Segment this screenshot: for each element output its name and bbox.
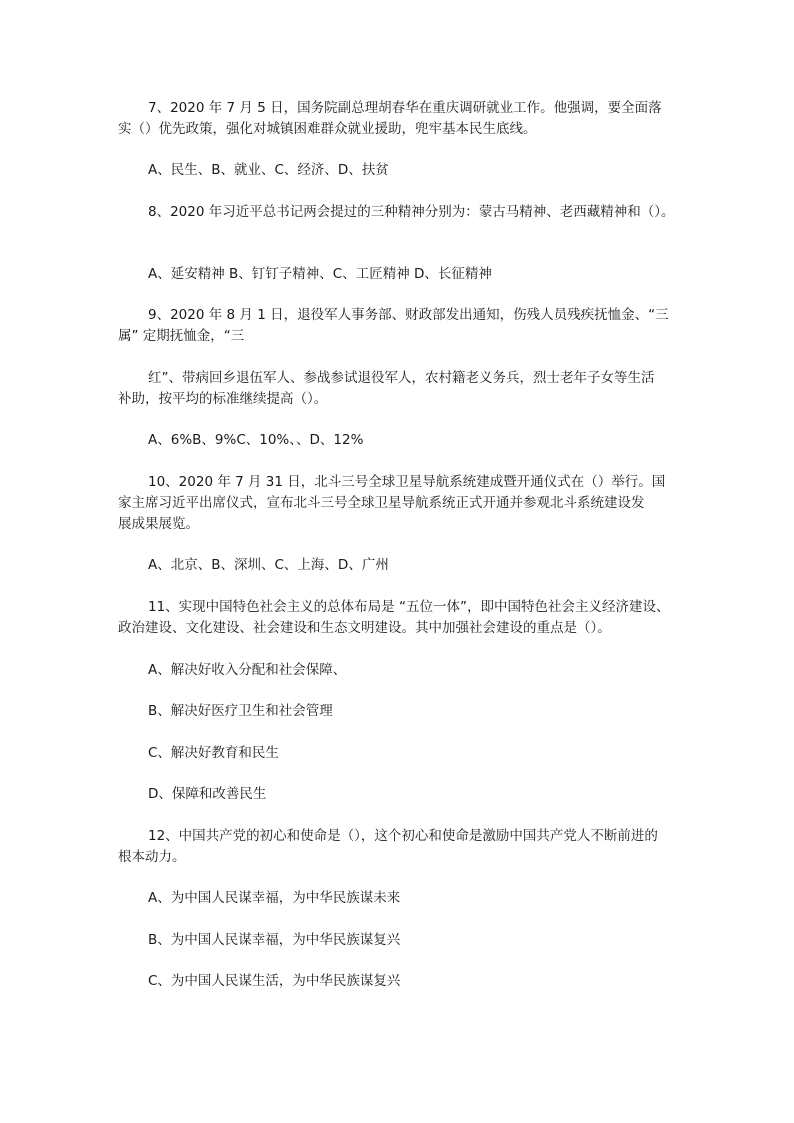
question-10-stem-line-3: 展成果展览。	[118, 516, 199, 532]
question-9-stem-line-2: 属” 定期抚恤金，“三	[118, 328, 245, 344]
question-7-stem-line-2: 实（）优先政策，强化对城镇困难群众就业援助，兜牢基本民生底线。	[118, 121, 537, 137]
question-9-options: A、6%B、9%C、10%、、D、12%	[148, 432, 364, 448]
question-12-stem-line-1: 12、中国共产党的初心和使命是（），这个初心和使命是激励中国共产党人不断前进的	[148, 828, 658, 844]
question-10-options: A、北京、B、深圳、C、上海、D、广州	[148, 557, 389, 573]
question-9-stem-line-1: 9、2020 年 8 月 1 日，退役军人事务部、财政部发出通知，伤残人员残疾抚恤金、“三	[148, 307, 669, 323]
question-7-options: A、民生、B、就业、C、经济、D、扶贫	[148, 162, 389, 178]
question-11-option-c: C、解决好教育和民生	[148, 745, 279, 761]
question-11-stem-line-1: 11、实现中国特色社会主义的总体布局是 “五位一体”，即中国特色社会主义经济建设、	[148, 599, 670, 615]
question-11-option-a: A、解决好收入分配和社会保障、	[148, 662, 347, 678]
question-9-stem-line-3: 红”、带病回乡退伍军人、参战参试退役军人，农村籍老义务兵，烈士老年子女等生活	[148, 370, 655, 386]
question-10-stem-line-1: 10、2020 年 7 月 31 日，北斗三号全球卫星导航系统建成暨开通仪式在（）举行。国	[148, 474, 666, 490]
question-12-stem-line-2: 根本动力。	[118, 849, 186, 865]
question-8-options: A、延安精神 B、钉钉子精神、C、工匠精神 D、长征精神	[148, 266, 492, 282]
question-8-stem-line-1: 8、2020 年习近平总书记两会提过的三种精神分别为：蒙古马精神、老西藏精神和（）。	[148, 204, 675, 220]
question-11-option-d: D、保障和改善民生	[148, 786, 267, 802]
question-9-stem-line-4: 补助，按平均的标准继续提高（）。	[118, 391, 328, 407]
question-10-stem-line-2: 家主席习近平出席仪式，宣布北斗三号全球卫星导航系统正式开通并参观北斗系统建设发	[118, 495, 645, 511]
question-12-option-b: B、为中国人民谋幸福，为中华民族谋复兴	[148, 932, 401, 948]
question-11-stem-line-2: 政治建设、文化建设、社会建设和生态文明建设。其中加强社会建设的重点是（）。	[118, 620, 611, 636]
question-12-option-c: C、为中国人民谋生活，为中华民族谋复兴	[148, 973, 401, 989]
question-12-option-a: A、为中国人民谋幸福，为中华民族谋未来	[148, 890, 401, 906]
question-7-stem-line-1: 7、2020 年 7 月 5 日，国务院副总理胡春华在重庆调研就业工作。他强调，要全面落	[148, 100, 662, 116]
question-11-option-b: B、解决好医疗卫生和社会管理	[148, 703, 333, 719]
